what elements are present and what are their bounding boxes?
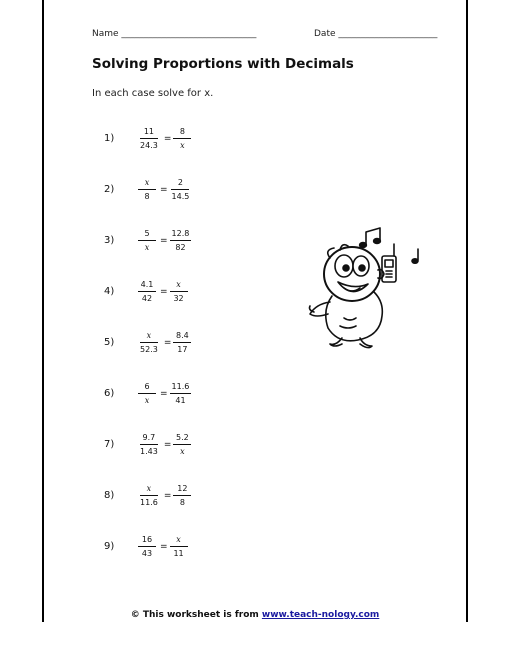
problem-number: 8) (104, 490, 115, 501)
problem-8 (104, 482, 304, 512)
numerator: 12.8 (170, 229, 192, 241)
problem-number: 9) (104, 541, 115, 552)
denominator: 24.3 (140, 141, 158, 150)
worksheet-title: Solving Proportions with Decimals (92, 56, 354, 72)
numerator: x (140, 484, 158, 496)
left-fraction (138, 127, 160, 151)
denominator: 32 (173, 294, 184, 303)
numerator: x (170, 535, 188, 547)
equals-sign: = (163, 491, 172, 501)
denominator: x (144, 396, 150, 405)
equals-sign: = (160, 185, 168, 195)
problem-number: 3) (104, 235, 115, 246)
numerator: 2 (171, 178, 189, 190)
denominator: 11 (173, 549, 184, 558)
denominator: 41 (175, 396, 186, 405)
bird-with-cellphone-icon (300, 222, 430, 357)
left-fraction (138, 331, 160, 355)
equals-sign: = (163, 134, 172, 144)
proportion-equation (138, 482, 191, 510)
numerator: 11 (140, 127, 158, 139)
problem-number: 2) (104, 184, 115, 195)
numerator: 6 (138, 382, 156, 394)
denominator: 8 (179, 498, 185, 507)
proportion-equation (138, 329, 191, 357)
equals-sign: = (160, 542, 168, 552)
proportion-equation (138, 380, 191, 408)
footer-text: © This worksheet is from (130, 610, 262, 620)
left-fraction (138, 484, 160, 508)
problem-number: 4) (104, 286, 115, 297)
denominator: 1.43 (140, 447, 158, 456)
left-fraction (138, 280, 156, 304)
numerator: 9.7 (140, 433, 158, 445)
numerator: x (140, 331, 158, 343)
problem-6 (104, 380, 304, 410)
right-fraction (173, 484, 191, 508)
proportion-equation (138, 176, 191, 204)
right-fraction (170, 382, 192, 406)
denominator: x (180, 447, 185, 456)
numerator: 8.4 (173, 331, 191, 343)
problem-number: 5) (104, 337, 115, 348)
left-fraction (138, 178, 156, 202)
problem-4 (104, 278, 304, 308)
right-fraction (173, 331, 191, 355)
right-fraction (173, 433, 191, 457)
problem-number: 1) (104, 133, 115, 144)
denominator: 14.5 (171, 192, 190, 201)
footer (0, 610, 510, 620)
equals-sign: = (160, 236, 168, 246)
instructions: In each case solve for x. (92, 88, 214, 99)
right-fraction (170, 280, 188, 304)
equals-sign: = (160, 389, 168, 399)
left-fraction (138, 535, 156, 559)
right-fraction (170, 229, 192, 253)
left-fraction (138, 382, 156, 406)
name-field: Name ______________________________ (92, 29, 257, 39)
right-fraction (170, 535, 188, 559)
denominator: 82 (175, 243, 186, 252)
proportion-equation (138, 125, 191, 153)
proportion-equation (138, 431, 191, 459)
left-fraction (138, 433, 160, 457)
denominator: 17 (177, 345, 188, 354)
numerator: 8 (173, 127, 191, 139)
numerator: 16 (138, 535, 156, 547)
right-fraction (173, 127, 191, 151)
problem-3 (104, 227, 304, 257)
proportion-equation (138, 227, 191, 255)
equals-sign: = (160, 287, 168, 297)
numerator: 4.1 (138, 280, 156, 292)
numerator: 5 (138, 229, 156, 241)
denominator: 8 (144, 192, 150, 201)
problem-2 (104, 176, 304, 206)
denominator: 11.6 (140, 498, 158, 507)
right-fraction (170, 178, 192, 202)
problem-5 (104, 329, 304, 359)
equals-sign: = (163, 440, 172, 450)
problem-1 (104, 125, 304, 155)
denominator: x (144, 243, 150, 252)
proportion-equation (138, 278, 188, 306)
denominator: x (180, 141, 185, 150)
denominator: 42 (141, 294, 153, 303)
denominator: 52.3 (140, 345, 158, 354)
numerator: x (138, 178, 156, 190)
proportion-equation (138, 533, 188, 561)
equals-sign: = (163, 338, 172, 348)
numerator: 11.6 (170, 382, 192, 394)
numerator: x (170, 280, 188, 292)
numerator: 5.2 (173, 433, 191, 445)
problem-7 (104, 431, 304, 461)
numerator: 12 (173, 484, 191, 496)
denominator: 43 (141, 549, 153, 558)
problem-number: 6) (104, 388, 115, 399)
date-field: Date ______________________ (314, 29, 438, 39)
problem-9 (104, 533, 304, 563)
left-fraction (138, 229, 156, 253)
teach-nology-link[interactable]: www.teach-nology.com (261, 610, 380, 620)
problem-number: 7) (104, 439, 115, 450)
